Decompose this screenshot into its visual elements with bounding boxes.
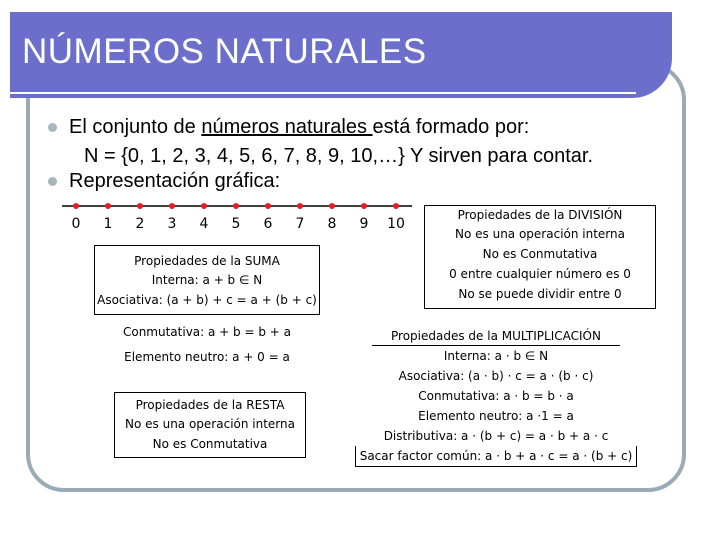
bullet-item [48,170,280,193]
number-line-point [361,203,367,209]
number-line-label: 8 [327,216,337,232]
resta-box [114,392,306,458]
number-line-point [233,203,239,209]
number-line-label: 7 [295,216,305,232]
division-line: No es una operación interna [455,227,625,241]
division-line: No se puede dividir entre 0 [458,287,622,301]
multiplicacion-header: Propiedades de la MULTIPLICACIÓN [372,328,620,346]
suma-line: Asociativa: (a + b) + c = a + (b + c) [97,293,317,307]
resta-line: No es Conmutativa [152,437,268,451]
division-box [424,205,656,309]
division-header: Propiedades de la DIVISIÓN [457,208,623,222]
number-line-label: 9 [359,216,369,232]
title-underline [10,92,636,94]
number-line-label: 10 [387,216,405,232]
suma-extra [94,322,320,367]
suma-box [94,245,320,315]
multiplicacion-line: Conmutativa: a · b = b · a [418,389,574,403]
number-line-label: 1 [103,216,113,232]
number-line-label: 0 [71,216,81,232]
multiplicacion-line: Distributiva: a · (b + c) = a · b + a · c [383,429,609,443]
number-line-label: 4 [199,216,209,232]
number-line-point [73,203,79,209]
naturales-underlined: números naturales [201,116,373,138]
bullet-icon [48,177,57,186]
bullet-icon [48,123,57,132]
bullet-item [48,116,529,139]
bullet-text [69,116,529,139]
resta-line: No es una operación interna [125,417,295,431]
number-line-point [137,203,143,209]
resta-header: Propiedades de la RESTA [135,398,285,412]
division-line: No es Conmutativa [482,247,598,261]
bullet-text-part: El conjunto de [69,116,202,138]
suma-line: Conmutativa: a + b = b + a [122,325,292,339]
number-line-label: 6 [263,216,273,232]
number-line-point [265,203,271,209]
number-line-label: 3 [167,216,177,232]
division-line: 0 entre cualquier número es 0 [449,267,631,281]
multiplicacion-line: Sacar factor común: a · b + a · c = a · (b + c) [355,446,637,467]
number-line-point [297,203,303,209]
number-line-label: 5 [231,216,241,232]
suma-header: Propiedades de la SUMA [134,254,280,268]
number-line-point [393,203,399,209]
suma-line: Elemento neutro: a + 0 = a [124,350,290,364]
number-line-point [169,203,175,209]
bullet-text-part: está formado por: [372,116,530,138]
number-line-point [201,203,207,209]
set-definition: N = {0, 1, 2, 3, 4, 5, 6, 7, 8, 9, 10,…} Y sirven para contar. [84,145,594,167]
number-line-point [105,203,111,209]
number-line-label: 2 [135,216,145,232]
multiplicacion-box [355,326,637,475]
bullet-text: Representación gráfica: [69,170,281,192]
page-title: NÚMEROS NATURALES [22,32,427,71]
multiplicacion-line: Interna: a · b ∈ N [443,349,549,363]
multiplicacion-line: Asociativa: (a · b) · c = a · (b · c) [398,369,594,383]
multiplicacion-line: Elemento neutro: a ·1 = a [418,409,574,423]
number-line-point [329,203,335,209]
suma-line: Interna: a + b ∈ N [151,273,263,287]
number-line [62,196,422,236]
